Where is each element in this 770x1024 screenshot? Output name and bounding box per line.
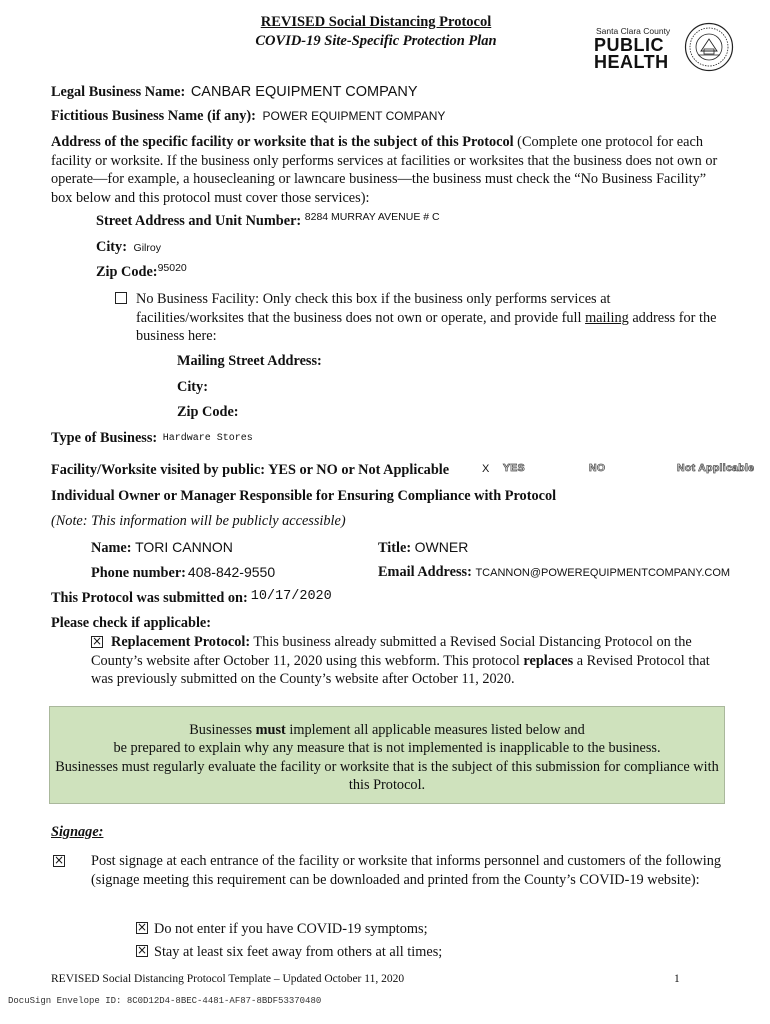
owner-name-row	[91, 538, 233, 557]
owner-heading: Individual Owner or Manager Responsible for Ensuring Compliance with Protocol	[51, 488, 557, 504]
owner-email-label: Email Address:	[378, 564, 472, 580]
owner-phone-label: Phone number:	[91, 565, 186, 581]
fictitious-name-label: Fictitious Business Name (if any):	[51, 108, 256, 124]
signage-sub-1-text: Do not enter if you have COVID-19 symptoms;	[154, 921, 428, 937]
city-label: City:	[96, 239, 127, 255]
no-facility-text-a: No Business Facility: Only check this box if the business only performs services at facilities/worksites that the business does not own or operate, and provide full	[136, 291, 611, 326]
signage-sub-1-checkbox[interactable]	[136, 922, 148, 934]
city-field[interactable]: Gilroy	[133, 242, 161, 254]
footer-page-number: 1	[674, 973, 680, 985]
footer-template: REVISED Social Distancing Protocol Template – Updated October 11, 2020	[51, 973, 405, 985]
owner-phone-field[interactable]: 408-842-9550	[187, 564, 276, 580]
no-business-facility-checkbox[interactable]	[115, 292, 127, 304]
replacement-text-b: a Revised Protocol that was previously submitted on the County’s website after October 11, 2020.	[91, 652, 710, 688]
signage-item-text: Post signage at each entrance of the facility or worksite that informs personnel and customers of the following (signage meeting this requirement can be downloaded and printed from the County’s COVID-19 website):	[91, 853, 722, 888]
street-label: Street Address and Unit Number:	[96, 213, 302, 229]
logo-health-text: HEALTH	[594, 52, 669, 72]
owner-phone-row	[91, 563, 275, 582]
mailing-city-label: City:	[177, 379, 208, 395]
legal-name-row	[51, 83, 418, 101]
fictitious-name-field[interactable]: POWER EQUIPMENT COMPANY	[262, 109, 446, 123]
type-of-business-field[interactable]: Hardware Stores	[162, 433, 253, 444]
legal-name-field[interactable]: CANBAR EQUIPMENT COMPANY	[190, 84, 418, 100]
option-no[interactable]: NO	[589, 462, 606, 474]
notice-line-2: be prepared to explain why any measure that is not implemented is inapplicable to the business.	[113, 740, 661, 757]
street-field[interactable]: 8284 MURRAY AVENUE # C	[304, 211, 440, 223]
legal-name-label: Legal Business Name:	[51, 84, 186, 100]
owner-note: (Note: This information will be publicly accessible)	[51, 513, 346, 529]
replacement-replaces: replaces	[523, 652, 574, 669]
option-yes[interactable]: YES	[503, 462, 525, 474]
owner-email-field[interactable]: TCANNON@POWEREQUIPMENTCOMPANY.COM	[475, 567, 731, 579]
signage-checkbox[interactable]	[53, 855, 65, 867]
county-seal-icon	[684, 22, 734, 72]
submitted-row	[51, 589, 332, 609]
owner-title-label: Title:	[378, 540, 412, 556]
address-instructions-bold: Address of the specific facility or worksite that is the subject of this Protocol	[51, 134, 514, 150]
logo-county-text: Santa Clara County	[596, 26, 671, 36]
fictitious-name-row	[51, 107, 445, 125]
signage-sub-2	[136, 943, 442, 961]
signage-sub-2-checkbox[interactable]	[136, 945, 148, 957]
owner-title-field[interactable]: OWNER	[414, 539, 469, 555]
replacement-text-a: This business already submitted a Revised Social Distancing Protocol on the County’s website after October 11, 2020 using this webform. This protocol	[91, 634, 692, 669]
owner-email-row	[378, 563, 730, 582]
submitted-date-field[interactable]: 10/17/2020	[250, 589, 332, 604]
compliance-notice-box	[49, 706, 725, 804]
type-of-business-row	[51, 429, 253, 450]
signage-sub-2-text: Stay at least six feet away from others at all times;	[154, 944, 443, 960]
mailing-street-label: Mailing Street Address:	[177, 353, 322, 369]
owner-title-row	[378, 538, 468, 557]
no-business-facility-text	[136, 290, 721, 346]
signage-sub-1	[136, 920, 428, 938]
signage-heading: Signage:	[51, 824, 104, 840]
address-instructions	[51, 133, 721, 207]
type-of-business-label: Type of Business:	[51, 430, 158, 446]
city-row	[96, 238, 161, 257]
submitted-label: This Protocol was submitted on:	[51, 590, 248, 606]
owner-name-field[interactable]: TORI CANNON	[135, 539, 233, 555]
address-instructions-text: (Complete one protocol for each facility or worksite. If the business only performs services at facilities or worksites that the business does not own or operate—for example, a housecleaning or lawncare business—the business must check the “No Business Facility” box below and this protocol must cover those services):	[51, 134, 718, 206]
mailing-zip-label: Zip Code:	[177, 404, 239, 420]
public-health-logo	[590, 26, 674, 72]
visited-by-public-label: Facility/Worksite visited by public: YES or NO or Not Applicable	[51, 462, 450, 478]
replacement-protocol-text	[91, 633, 717, 689]
document-subtitle: COVID-19 Site-Specific Protection Plan	[255, 33, 497, 49]
logo-public-text: PUBLIC	[594, 35, 664, 55]
notice-line-1: Businesses must implement all applicable measures listed below and	[189, 722, 585, 738]
replacement-bold: Replacement Protocol:	[111, 634, 251, 650]
no-facility-underline: mailing	[585, 309, 629, 326]
no-facility-text-b: address for the business here:	[136, 309, 717, 345]
notice-line-3: Businesses must regularly evaluate the facility or worksite that is the subject of this submission for compliance with this Protocol.	[55, 758, 719, 794]
zip-field[interactable]: 95020	[157, 262, 187, 274]
zip-label: Zip Code:	[96, 264, 158, 280]
applicable-label: Please check if applicable:	[51, 615, 212, 631]
option-not-applicable[interactable]: Not Applicable	[677, 462, 755, 474]
street-row	[96, 212, 440, 231]
docusign-envelope-id: DocuSign Envelope ID: 8C0D12D4-8BEC-4481-AF87-8BDF53370480	[8, 996, 322, 1006]
document-title: REVISED Social Distancing Protocol	[260, 14, 492, 30]
owner-name-label: Name:	[91, 540, 132, 556]
zip-row	[96, 263, 187, 282]
visited-by-public-mark: X	[482, 463, 490, 475]
